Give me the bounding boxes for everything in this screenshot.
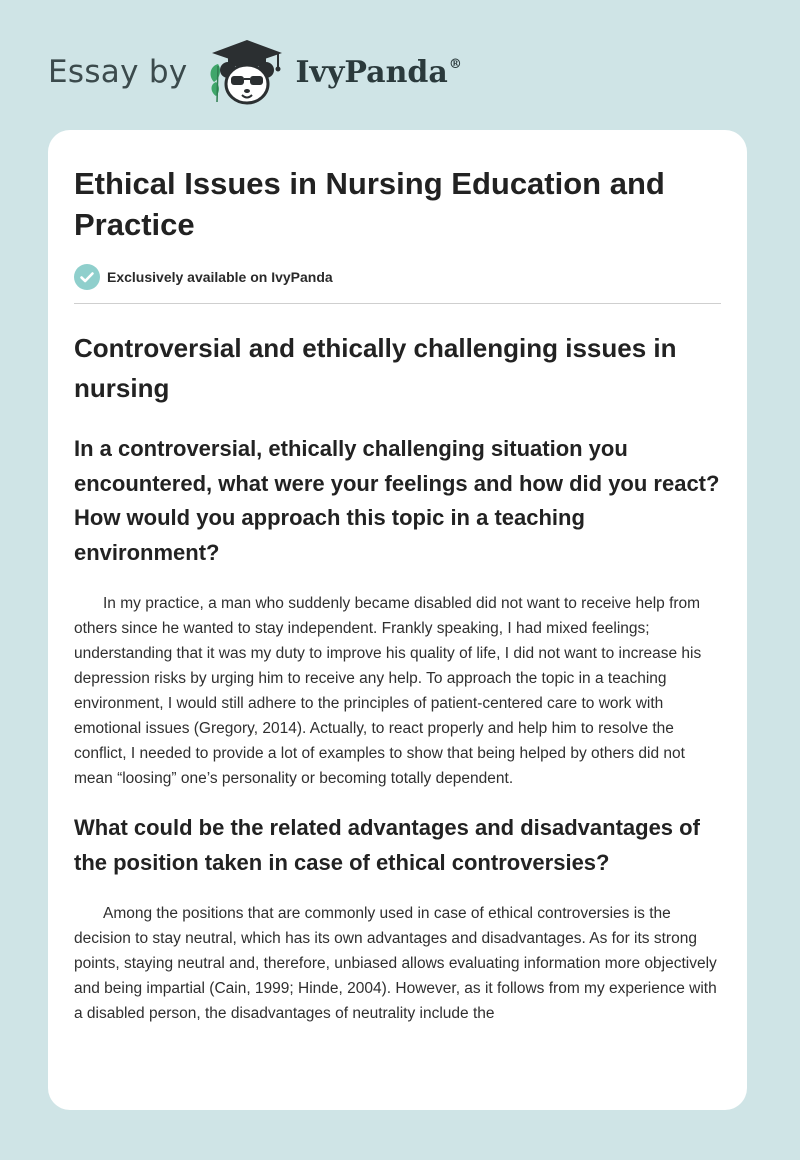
- panda-graduate-icon[interactable]: [204, 36, 290, 108]
- essay-title: Ethical Issues in Nursing Education and Practice: [74, 166, 665, 242]
- registered-mark: ®: [448, 56, 462, 72]
- essay-by-label: Essay by: [48, 54, 188, 90]
- essay-card: [48, 130, 747, 1110]
- question-heading-2: What could be the related advantages and disadvantages of the position taken in case of ethical controversies?: [74, 815, 700, 875]
- exclusive-label: Exclusively available on IvyPanda: [107, 269, 333, 285]
- exclusive-badge: [74, 263, 721, 291]
- check-circle-icon: [74, 264, 100, 290]
- site-header: [48, 36, 462, 108]
- divider: [74, 303, 721, 304]
- body-paragraph-1: In my practice, a man who suddenly became disabled did not want to receive help from others since he wanted to stay independent. Frankly speaking, I had mixed feelings; understanding that it was my duty to improve his quality of life, I did not want to increase his depression risks by urging him to receive any help. To approach the topic in a teaching environment, I would still adhere to the principles of patient-centered care to work with emotional issues (Gregory, 2014). Actually, to react properly and help him to resolve the conflict, I needed to provide a lot of examples to show that being helped by others did not mean “loosing” one’s personality or becoming totally dependent.: [74, 595, 702, 787]
- question-heading-1: In a controversial, ethically challenging situation you encountered, what were your feelings and how did you react? How would you approach this topic in a teaching environment?: [74, 436, 720, 565]
- body-paragraph-2: Among the positions that are commonly used in case of ethical controversies is the decision to stay neutral, which has its own advantages and disadvantages. As for its strong points, staying neutral and, therefore, unbiased allows evaluating information more objectively and being impartial (Cain, 1999; Hinde, 2004). However, as it follows from my experience with a disabled person, the disadvantages of neutrality include the: [74, 905, 717, 1022]
- brand-name[interactable]: IvyPanda®: [295, 54, 462, 90]
- section-heading: Controversial and ethically challenging issues in nursing: [74, 333, 677, 403]
